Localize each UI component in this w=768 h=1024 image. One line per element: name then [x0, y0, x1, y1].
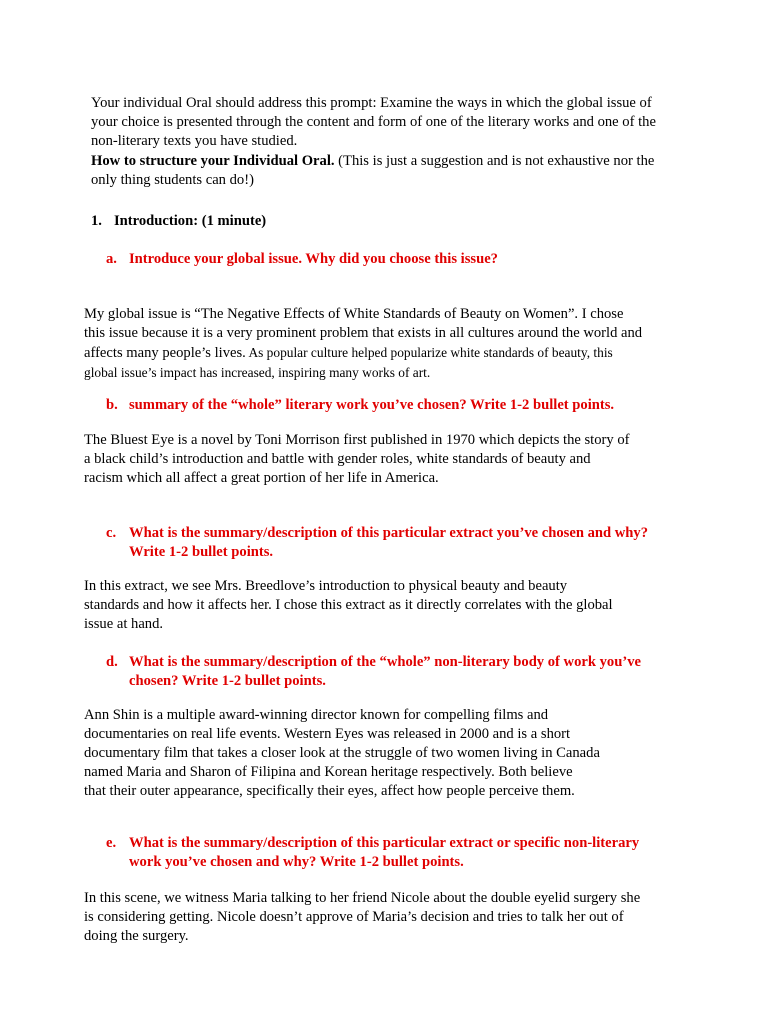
answer-line: that their outer appearance, specifically their eyes, affect how people perceive them.: [84, 783, 575, 799]
answer-line: In this extract, we see Mrs. Breedlove’s introduction to physical beauty and beauty: [84, 578, 568, 594]
answer-line: a black child’s introduction and battle with gender roles, white standards of beauty and: [84, 451, 591, 467]
answer-c: [84, 577, 613, 634]
section-title: Introduction: (1 minute): [114, 213, 267, 229]
structure-note-heading: How to structure your Individual Oral.: [91, 153, 335, 169]
question-e: [106, 834, 726, 872]
prompt-line: your choice is presented through the content and form of one of the literary works and one of the: [91, 114, 656, 130]
answer-line: My global issue is “The Negative Effects of White Standards of Beauty on Women”. I chose: [84, 306, 624, 322]
question-text: What is the summary/description of the “whole” non-literary body of work you’ve: [129, 654, 641, 670]
prompt-line: Your individual Oral should address this prompt: Examine the ways in which the global issue of: [91, 95, 652, 111]
answer-d: [84, 706, 600, 801]
answer-line: documentary film that takes a closer look at the struggle of two women living in Canada: [84, 745, 600, 761]
structure-note-text: (This is just a suggestion and is not exhaustive nor the: [334, 153, 655, 169]
answer-line: racism which all affect a great portion of her life in America.: [84, 470, 439, 486]
section-number: 1.: [91, 213, 102, 229]
answer-line: global issue’s impact has increased, inspiring many works of art.: [84, 365, 431, 380]
answer-line: issue at hand.: [84, 616, 164, 632]
question-text: Introduce your global issue. Why did you choose this issue?: [129, 251, 498, 267]
structure-note: [91, 152, 654, 190]
answer-line: In this scene, we witness Maria talking to her friend Nicole about the double eyelid surgery she: [84, 890, 641, 906]
question-c: [106, 524, 726, 562]
question-letter: b.: [106, 397, 118, 413]
question-text: What is the summary/description of this particular extract or specific non-literary: [129, 835, 640, 851]
answer-line: Ann Shin is a multiple award-winning director known for compelling films and: [84, 707, 549, 723]
question-text: work you’ve chosen and why? Write 1-2 bullet points.: [129, 854, 464, 870]
answer-line: standards and how it affects her. I chose this extract as it directly correlates with the global: [84, 597, 613, 613]
answer-a: [84, 305, 642, 382]
answer-line: named Maria and Sharon of Filipina and Korean heritage respectively. Both believe: [84, 764, 573, 780]
answer-line-tail: As popular culture helped popularize white standards of beauty, this: [245, 345, 613, 360]
answer-line: doing the surgery.: [84, 928, 189, 944]
structure-note-text: only thing students can do!): [91, 172, 254, 188]
prompt-line: non-literary texts you have studied.: [91, 133, 298, 149]
answer-line: is considering getting. Nicole doesn’t approve of Maria’s decision and tries to talk her out of: [84, 909, 624, 925]
answer-line: this issue because it is a very prominent problem that exists in all cultures around the world and: [84, 325, 643, 341]
question-b: [106, 396, 726, 415]
question-text: Write 1-2 bullet points.: [129, 544, 274, 560]
question-d: [106, 653, 726, 691]
answer-line: documentaries on real life events. Western Eyes was released in 2000 and is a short: [84, 726, 571, 742]
question-letter: d.: [106, 654, 118, 670]
answer-line: affects many people’s lives.: [84, 345, 246, 361]
question-text: What is the summary/description of this particular extract you’ve chosen and why?: [129, 525, 649, 541]
question-letter: a.: [106, 251, 117, 267]
question-text: summary of the “whole” literary work you’ve chosen? Write 1-2 bullet points.: [129, 397, 615, 413]
section-heading: [91, 212, 391, 231]
answer-b: [84, 431, 630, 488]
answer-line: The Bluest Eye is a novel by Toni Morrison first published in 1970 which depicts the story of: [84, 432, 630, 448]
question-letter: e.: [106, 835, 117, 851]
prompt-paragraph: [91, 94, 656, 151]
question-letter: c.: [106, 525, 117, 541]
question-text: chosen? Write 1-2 bullet points.: [129, 673, 326, 689]
answer-e: [84, 889, 640, 946]
question-a: [106, 250, 726, 269]
